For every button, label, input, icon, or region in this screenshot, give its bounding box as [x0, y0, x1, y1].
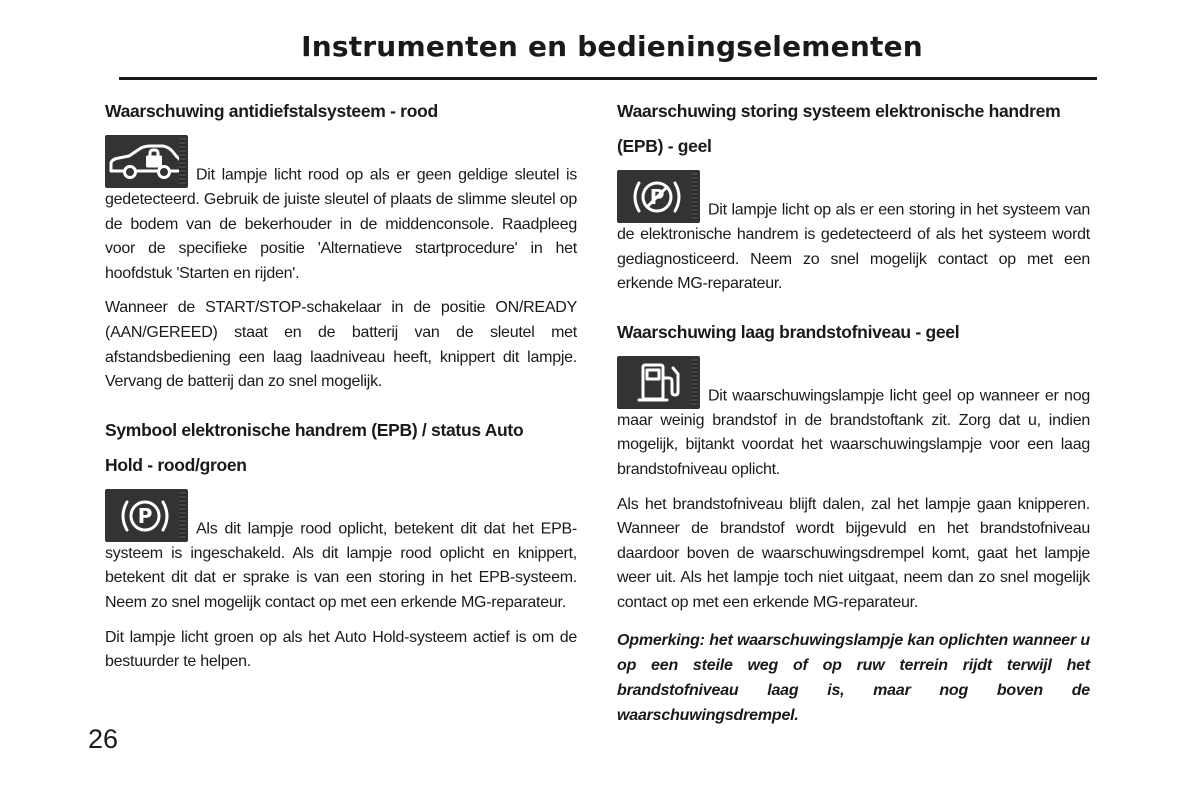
antitheft-paragraph-2: Wanneer de START/STOP-schakelaar in de positie ON/READY (AAN/GEREED) staat en de batterij van de sleutel met afstandsbediening een laag laadniveau heeft, knippert dit lampje. Vervang de batterij dan zo snel mogelijk. — [105, 299, 577, 391]
parking-brake-icon — [105, 489, 188, 542]
fuel-pump-icon — [617, 356, 700, 409]
title-divider — [119, 77, 1097, 80]
right-column — [617, 94, 1090, 728]
epb-status-paragraph-2: Dit lampje licht groen op als het Auto Hold-systeem actief is om de bestuurder te helpen. — [105, 628, 577, 671]
section-heading-antitheft: Waarschuwing antidiefstalsysteem - rood — [105, 101, 438, 121]
antitheft-paragraph-1: Dit lampje licht rood op als er geen geldige sleutel is gedetecteerd. Gebruik de juiste sleutel of plaats de slimme sleutel op de bodem van de bekerhouder in de middenconsole. Raadpleeg voor de specifieke positie 'Alternatieve startprocedure' in het hoofdstuk 'Starten en rijden'. — [105, 133, 577, 286]
low-fuel-note: Opmerking: het waarschuwingslampje kan oplichten wanneer u op een steile weg of op ruw terrein rijdt terwijl het brandstofniveau laag is, maar nog boven de waarschuwingsdrempel. — [617, 631, 1090, 724]
car-lock-warning-icon — [105, 135, 188, 188]
svg-text:P: P — [137, 503, 153, 528]
epb-fault-paragraph-1: P Dit lampje licht op als er een storing in het systeem van de elektronische handrem is gedetecteerd of als het systeem wordt gediagnosticeerd. Neem zo snel mogelijk contact op met een erkende MG-reparateur. — [617, 168, 1090, 297]
svg-text:P: P — [649, 185, 665, 209]
section-heading-epb-status: Symbool elektronische handrem (EPB) / status Auto Hold - rood/groen — [105, 419, 524, 475]
section-heading-low-fuel: Waarschuwing laag brandstofniveau - geel — [617, 321, 960, 342]
epb-status-paragraph-1: P Als dit lampje rood oplicht, betekent dit dat het EPB-systeem is ingeschakeld. Als dit lampje rood oplicht en knippert, betekent dit dat er sprake is van een storing in het EPB-systeem. Neem zo snel mogelijk contact op met een erkende MG-reparateur. — [105, 487, 577, 616]
left-column — [105, 94, 577, 675]
section-heading-epb-fault: Waarschuwing storing systeem elektronische handrem (EPB) - geel — [617, 101, 1061, 156]
page-title: Instrumenten en bedieningselementen — [301, 30, 923, 63]
low-fuel-paragraph-1: Dit waarschuwingslampje licht geel op wanneer er nog maar weinig brandstof in de brandstoftank zit. Zorg dat u, indien mogelijk, bijtankt voordat het waarschuwingslampje voor een laag brandstofniveau oplicht. — [617, 354, 1090, 483]
epb-fault-icon — [617, 170, 700, 223]
low-fuel-paragraph-2: Als het brandstofniveau blijft dalen, zal het lampje gaan knipperen. Wanneer de brandstof wordt bijgevuld en het brandstofniveau daardoor boven de waarschuwingsdrempel komt, gaat het lampje weer uit. Als het lampje toch niet uitgaat, neem dan zo snel mogelijk contact op met een erkende MG-reparateur. — [617, 495, 1090, 611]
page-number: 26 — [88, 724, 119, 754]
